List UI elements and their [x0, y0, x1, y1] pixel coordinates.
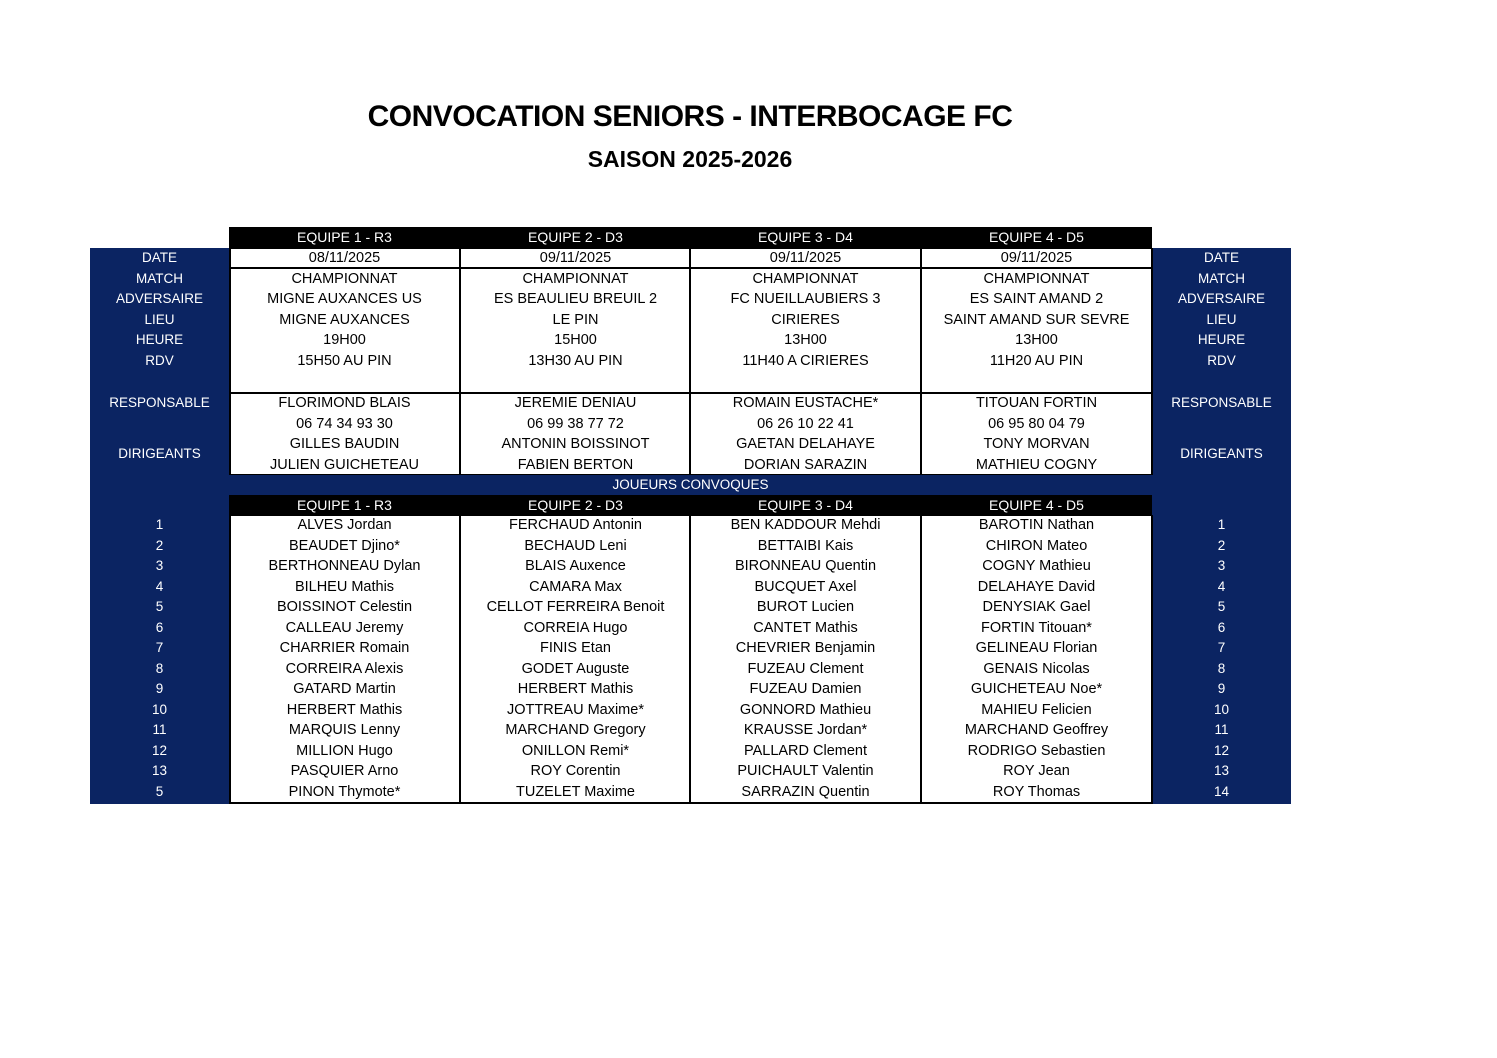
player-name: ROY Jean	[1003, 763, 1070, 779]
player-name: FINIS Etan	[540, 640, 611, 656]
label-lieu-right: LIEU	[1152, 310, 1291, 330]
player-name: GENAIS Nicolas	[983, 660, 1090, 677]
player-name: BLAIS Auxence	[525, 558, 626, 574]
rdv-value: 15H50 AU PIN	[297, 353, 392, 369]
match-value: CHAMPIONNAT	[291, 271, 398, 287]
column-separator	[689, 393, 691, 475]
player-name: PINON Thymote*	[288, 783, 401, 800]
player-name: PUICHAULT Valentin	[737, 763, 874, 779]
player-name: GODET Auguste	[521, 660, 630, 677]
player-name: BERTHONNEAU Dylan	[268, 558, 421, 574]
player-name: BUROT Lucien	[756, 599, 855, 615]
team-header-players: EQUIPE 2 - D3	[460, 495, 691, 515]
team-header-players: EQUIPE 1 - R3	[229, 495, 460, 515]
player-number-right: 10	[1152, 700, 1291, 720]
team-header-players: EQUIPE 3 - D4	[690, 495, 921, 515]
player-name: FUZEAU Clement	[747, 660, 864, 677]
column-separator	[689, 248, 691, 394]
player-name: CORREIA Hugo	[523, 619, 628, 636]
player-name: BUCQUET Axel	[754, 578, 857, 595]
player-name: SARRAZIN Quentin	[741, 783, 870, 800]
player-number-right: 8	[1152, 659, 1291, 679]
label-responsable: RESPONSABLE	[90, 393, 229, 413]
player-name: ALVES Jordan	[297, 517, 392, 533]
column-separator	[229, 393, 231, 475]
player-number: 9	[90, 679, 229, 699]
column-separator	[459, 515, 461, 804]
label-adversaire-right: ADVERSAIRE	[1152, 289, 1291, 309]
player-name: GUICHETEAU Noe*	[970, 681, 1103, 697]
player-number-right: 13	[1152, 761, 1291, 781]
team-header-players: EQUIPE 4 - D5	[921, 495, 1152, 515]
player-name: CHARRIER Romain	[279, 640, 410, 656]
phone-value: 06 95 80 04 79	[988, 416, 1085, 432]
player-name: BEAUDET Djino*	[289, 537, 400, 554]
rdv-value: 11H40 A CIRIERES	[742, 353, 869, 369]
column-separator	[1151, 393, 1153, 475]
lieu-value: LE PIN	[552, 312, 599, 328]
player-name: HERBERT Mathis	[286, 701, 403, 718]
player-name: DELAHAYE David	[977, 578, 1096, 595]
label-heure: HEURE	[90, 330, 229, 350]
player-name: COGNY Mathieu	[982, 558, 1091, 574]
player-name: DENYSIAK Gael	[982, 599, 1091, 615]
responsable-value: JEREMIE DENIAU	[514, 395, 637, 411]
responsable-value: ROMAIN EUSTACHE*	[732, 395, 879, 411]
player-name: CORREIRA Alexis	[285, 660, 404, 677]
dirigeant2-value: MATHIEU COGNY	[975, 457, 1098, 473]
heure-value: 13H00	[1015, 332, 1058, 348]
responsable-value: TITOUAN FORTIN	[975, 395, 1098, 411]
label-lieu: LIEU	[90, 310, 229, 330]
player-number-right: 12	[1152, 741, 1291, 761]
lieu-value: SAINT AMAND SUR SEVRE	[943, 312, 1130, 328]
heure-value: 13H00	[784, 332, 827, 348]
player-number: 8	[90, 659, 229, 679]
player-number-right: 9	[1152, 679, 1291, 699]
heure-value: 15H00	[554, 332, 597, 348]
dirigeant1-value: GILLES BAUDIN	[289, 436, 400, 452]
label-responsable-right: RESPONSABLE	[1152, 393, 1291, 413]
phone-value: 06 74 34 93 30	[296, 416, 393, 432]
column-separator	[1151, 515, 1153, 804]
date-underline	[229, 267, 1153, 268]
player-name: RODRIGO Sebastien	[967, 742, 1106, 759]
player-number-right: 1	[1152, 515, 1291, 535]
date-value: 08/11/2025	[308, 250, 381, 266]
team-header: EQUIPE 4 - D5	[921, 227, 1152, 248]
phone-value: 06 26 10 22 41	[757, 416, 854, 432]
player-number: 2	[90, 536, 229, 556]
label-adversaire: ADVERSAIRE	[90, 289, 229, 309]
team-header: EQUIPE 2 - D3	[460, 227, 691, 248]
player-name: ROY Thomas	[992, 783, 1081, 800]
dirigeant1-value: ANTONIN BOISSINOT	[501, 436, 650, 452]
player-name: FERCHAUD Antonin	[509, 517, 642, 533]
player-number-right: 2	[1152, 536, 1291, 556]
player-number: 1	[90, 515, 229, 535]
player-name: TUZELET Maxime	[516, 783, 635, 800]
responsable-value: FLORIMOND BLAIS	[278, 395, 411, 411]
label-rdv-right: RDV	[1152, 351, 1291, 371]
player-name: BECHAUD Leni	[524, 537, 627, 554]
player-name: KRAUSSE Jordan*	[743, 722, 868, 738]
match-value: CHAMPIONNAT	[522, 271, 629, 287]
player-name: MAHIEU Felicien	[981, 701, 1092, 718]
player-number: 13	[90, 761, 229, 781]
player-number: 12	[90, 741, 229, 761]
player-name: CHEVRIER Benjamin	[735, 640, 876, 656]
dirigeant2-value: FABIEN BERTON	[517, 457, 634, 473]
player-name: CHIRON Mateo	[985, 537, 1088, 554]
dirigeant2-value: DORIAN SARAZIN	[743, 457, 868, 473]
label-match: MATCH	[90, 269, 229, 289]
column-separator	[920, 393, 922, 475]
player-name: CELLOT FERREIRA Benoit	[486, 599, 665, 615]
player-number: 6	[90, 618, 229, 638]
player-name: GELINEAU Florian	[975, 640, 1098, 656]
player-name: CAMARA Max	[529, 578, 622, 595]
column-separator	[229, 515, 231, 804]
player-name: GATARD Martin	[293, 681, 396, 697]
date-value: 09/11/2025	[539, 250, 612, 266]
player-name: ROY Corentin	[530, 763, 621, 779]
page-subtitle: SAISON 2025-2026	[587, 146, 793, 172]
player-number: 3	[90, 556, 229, 576]
column-separator	[920, 515, 922, 804]
dirigeant1-value: TONY MORVAN	[983, 436, 1090, 452]
info-bottom	[229, 392, 1152, 394]
player-number: 10	[90, 700, 229, 720]
adversaire-value: FC NUEILLAUBIERS 3	[730, 291, 881, 307]
phone-value: 06 99 38 77 72	[527, 416, 624, 432]
player-name: CALLEAU Jeremy	[285, 619, 404, 636]
lieu-value: MIGNE AUXANCES	[279, 312, 410, 328]
player-number-right: 7	[1152, 638, 1291, 658]
adversaire-value: MIGNE AUXANCES US	[267, 291, 422, 307]
dirigeant1-value: GAETAN DELAHAYE	[736, 436, 875, 452]
match-value: CHAMPIONNAT	[752, 271, 859, 287]
label-dirigeants: DIRIGEANTS	[90, 444, 229, 464]
table-bottom	[229, 802, 1152, 804]
player-number-right: 11	[1152, 720, 1291, 740]
adversaire-value: ES SAINT AMAND 2	[969, 291, 1104, 307]
player-name: MARCHAND Gregory	[505, 722, 646, 738]
label-date-right: DATE	[1152, 248, 1291, 268]
label-heure-right: HEURE	[1152, 330, 1291, 350]
player-number: 5	[90, 597, 229, 617]
player-name: FUZEAU Damien	[749, 681, 862, 697]
label-match-right: MATCH	[1152, 269, 1291, 289]
player-name: MARCHAND Geoffrey	[964, 722, 1109, 738]
rdv-value: 13H30 AU PIN	[528, 353, 623, 369]
player-name: BIRONNEAU Quentin	[734, 558, 877, 574]
player-name: CANTET Mathis	[753, 619, 858, 636]
team-header: EQUIPE 3 - D4	[690, 227, 921, 248]
player-name: PASQUIER Arno	[290, 763, 399, 779]
date-value: 09/11/2025	[769, 250, 842, 266]
page-title: CONVOCATION SENIORS - INTERBOCAGE FC	[367, 100, 1013, 133]
player-name: BETTAIBI Kais	[757, 537, 854, 554]
joueurs-convoques-label: JOUEURS CONVOQUES	[229, 475, 1152, 495]
column-separator	[920, 248, 922, 394]
player-name: BAROTIN Nathan	[978, 517, 1095, 533]
column-separator	[459, 393, 461, 475]
column-separator	[689, 515, 691, 804]
player-name: GONNORD Mathieu	[739, 701, 872, 718]
rdv-value: 11H20 AU PIN	[989, 353, 1084, 369]
lieu-value: CIRIERES	[771, 312, 840, 328]
player-number-right: 6	[1152, 618, 1291, 638]
player-number: 7	[90, 638, 229, 658]
player-name: BEN KADDOUR Mehdi	[730, 517, 881, 533]
heure-value: 19H00	[323, 332, 366, 348]
player-name: HERBERT Mathis	[517, 681, 634, 697]
player-number: 4	[90, 577, 229, 597]
adversaire-value: ES BEAULIEU BREUIL 2	[493, 291, 658, 307]
player-number-right: 3	[1152, 556, 1291, 576]
player-name: BILHEU Mathis	[294, 578, 395, 595]
label-dirigeants-right: DIRIGEANTS	[1152, 444, 1291, 464]
player-name: FORTIN Titouan*	[981, 619, 1092, 636]
column-separator	[229, 248, 231, 394]
player-name: ONILLON Remi*	[521, 742, 630, 759]
player-number-right: 14	[1152, 782, 1291, 802]
team-header: EQUIPE 1 - R3	[229, 227, 460, 248]
column-separator	[1151, 248, 1153, 394]
column-separator	[459, 248, 461, 394]
date-value: 09/11/2025	[1000, 250, 1073, 266]
player-number: 5	[90, 782, 229, 802]
player-name: MARQUIS Lenny	[288, 722, 401, 738]
dirigeant2-value: JULIEN GUICHETEAU	[269, 457, 420, 473]
label-rdv: RDV	[90, 351, 229, 371]
player-name: BOISSINOT Celestin	[276, 599, 413, 615]
player-number: 11	[90, 720, 229, 740]
player-name: MILLION Hugo	[296, 742, 393, 759]
player-name: JOTTREAU Maxime*	[507, 701, 644, 718]
match-value: CHAMPIONNAT	[983, 271, 1090, 287]
player-name: PALLARD Clement	[743, 742, 868, 759]
player-number-right: 4	[1152, 577, 1291, 597]
player-number-right: 5	[1152, 597, 1291, 617]
label-date: DATE	[90, 248, 229, 268]
